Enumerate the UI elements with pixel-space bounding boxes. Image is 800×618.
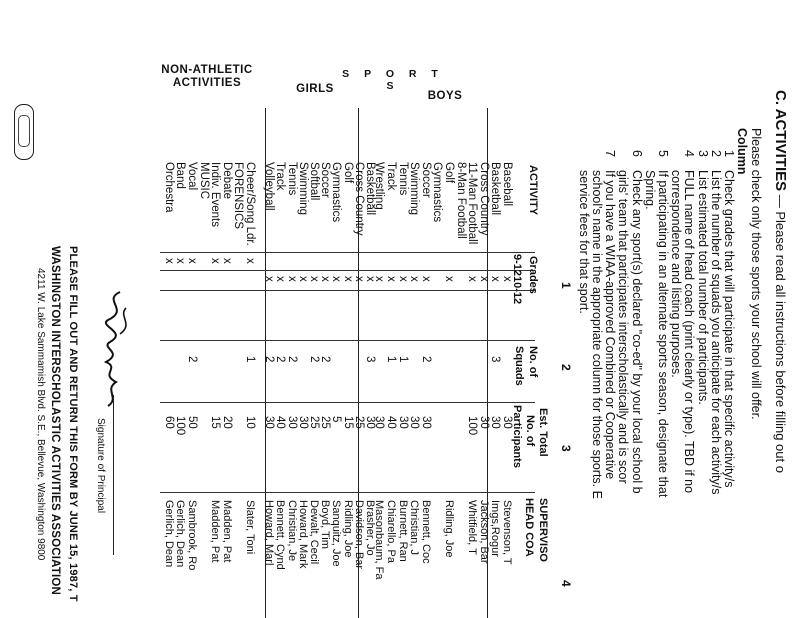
coach-name: Whitfield, T xyxy=(466,500,479,555)
girls-label: GIRLS xyxy=(296,83,334,95)
grades-912-header: 9-12 xyxy=(511,254,523,277)
coach-name: Christian, J xyxy=(408,500,421,556)
participants-value: 30 xyxy=(285,416,298,429)
grade-1012-mark: x xyxy=(341,276,354,282)
grades-header: Grades xyxy=(527,256,539,294)
signature-label: Signature of Principal xyxy=(95,418,106,514)
squads-value: 1 xyxy=(385,356,397,363)
col-line-4 xyxy=(160,340,535,341)
grade-1012-mark: x xyxy=(419,276,432,282)
squads-value: 1 xyxy=(244,356,256,363)
activity-name: Indiv. Events xyxy=(209,162,222,227)
coach-name: Ridling, Joe xyxy=(443,500,455,558)
participants-value: 15 xyxy=(209,416,222,429)
grade-1012-mark: x xyxy=(501,276,513,282)
squads-value: 2 xyxy=(274,356,287,363)
section-heading xyxy=(773,90,788,473)
instruction-text: Spring. xyxy=(642,170,657,210)
grade-1012-mark: x xyxy=(373,276,386,282)
activity-name: Basketball xyxy=(489,162,502,216)
activity-name: Debate xyxy=(220,162,233,200)
activity-name: Soccer xyxy=(319,162,332,198)
participants-value: 10 xyxy=(244,416,256,429)
participants-value: 100 xyxy=(466,416,479,436)
participants-value: 30 xyxy=(396,416,409,429)
instruction-number: 1 xyxy=(722,150,736,157)
coach-name: Howard, Mark xyxy=(296,500,309,569)
grade-912-mark: x xyxy=(244,258,256,264)
col-number-4: 4 xyxy=(559,580,573,587)
participants-value: 50 xyxy=(186,416,198,429)
coach-name: Ridling, Joe xyxy=(341,500,354,558)
grade-912-mark: x xyxy=(220,258,233,264)
coach-name: Christian, Je xyxy=(285,500,298,562)
instruction-text: correspondence and listing purposes. xyxy=(669,170,684,378)
grade-1012-mark: x xyxy=(296,276,309,282)
coach-name: Stevenson, T xyxy=(501,500,513,565)
activity-name: Track xyxy=(274,162,287,191)
participants-value: 60 xyxy=(162,416,175,429)
footer-line-2: WASHINGTON INTERSCHOLASTIC ACTIVITIES ASSOCIATION xyxy=(49,246,61,596)
activity-name: Swimming xyxy=(408,162,421,216)
grade-1012-mark: x xyxy=(385,276,397,282)
squads-value: 2 xyxy=(285,356,298,363)
activities-label: ACTIVITIES xyxy=(172,77,242,90)
activity-name: Orchestra xyxy=(162,162,175,213)
activity-name: MUSIC xyxy=(197,162,210,200)
grades-1012-header: 10-12 xyxy=(511,276,523,305)
coach-name: Gerlich, Dean xyxy=(162,500,175,568)
squads-header-2: Squads xyxy=(513,346,525,386)
grade-1012-mark: x xyxy=(308,276,320,282)
activity-name: Golf xyxy=(341,162,354,184)
participants-value: 25 xyxy=(308,416,320,429)
col-line-6 xyxy=(160,492,535,493)
activity-name: Swimming xyxy=(296,162,309,216)
participants-value: 25 xyxy=(352,416,365,429)
grade-1012-mark: x xyxy=(352,276,365,282)
grade-1012-mark: x xyxy=(364,276,376,282)
participants-value: 20 xyxy=(220,416,233,429)
coach-name: Imgs,Rogur xyxy=(489,500,502,557)
grade-1012-mark: x xyxy=(285,276,298,282)
coach-name: Howard, Marl xyxy=(263,500,276,566)
wiaa-logo-icon xyxy=(14,104,34,160)
activity-name: Tennis xyxy=(285,162,298,196)
activity-name: 11-Man Football xyxy=(466,162,479,245)
participants-value: 30 xyxy=(419,416,432,429)
activity-name: Track xyxy=(385,162,397,191)
grade-1012-mark: x xyxy=(330,276,343,282)
activity-name: Baseball xyxy=(501,162,513,207)
instruction-number: 7 xyxy=(603,150,618,157)
squads-value: 3 xyxy=(364,356,376,363)
instruction-text: FULL name of head coach (print clearly or type). TBD if no xyxy=(682,170,697,494)
instruction-text: List estimated total number of participants. xyxy=(695,170,710,405)
participants-value: 5 xyxy=(330,416,343,423)
grade-1012-mark: x xyxy=(408,276,421,282)
instruction-number: 4 xyxy=(682,150,697,157)
instruction-text: girls' team that participates interscholastically and is scor xyxy=(616,170,631,484)
participants-value: 40 xyxy=(274,416,287,429)
coach-name: Davidson, Bar xyxy=(352,500,365,570)
activity-name: Gymnastics xyxy=(431,162,444,223)
participants-header-1: Est. Total xyxy=(537,408,549,457)
grade-1012-mark: x xyxy=(263,276,276,282)
grade-1012-mark: x xyxy=(466,276,479,282)
coach-name: Dewalt, Cecil xyxy=(308,500,320,565)
activity-name: Cheer/Song Ldr. xyxy=(244,162,256,246)
coach-name: Gerlich, Dean xyxy=(174,500,187,568)
instruction-text: List the number of squads you anticipate for each activity/s xyxy=(708,170,723,495)
activity-name: FORENSICS xyxy=(232,162,245,230)
participants-header-3: Participants xyxy=(511,405,523,468)
coach-name: Madden, Pat xyxy=(209,500,222,563)
col-number-3: 3 xyxy=(559,445,573,452)
participants-value: 30 xyxy=(263,416,276,429)
coach-name: Chiarello, Pa xyxy=(385,500,397,563)
activity-name: Volleyball xyxy=(263,162,276,211)
section-title-rest: — Please read all instructions before filling out o xyxy=(773,191,788,473)
activity-name: Vocal xyxy=(186,162,198,191)
coach-name: Bennett, Coc xyxy=(419,500,432,564)
sports-label: S P O R T S xyxy=(342,68,444,93)
col-line-2 xyxy=(160,270,535,271)
activity-name: Cross Country xyxy=(352,162,365,236)
participants-value: 30 xyxy=(489,416,502,429)
participants-header-2: No. of xyxy=(524,415,536,447)
instruction-text: If you have a WIAA-approved Combined or Cooperative xyxy=(603,170,618,480)
column-label: Column xyxy=(735,128,749,175)
grade-1012-mark: x xyxy=(396,276,409,282)
participants-value: 40 xyxy=(385,416,397,429)
squads-value: 2 xyxy=(263,356,276,363)
activity-name: Gymnastics xyxy=(330,162,343,223)
participants-value: 100 xyxy=(174,416,187,436)
participants-value: 30 xyxy=(477,416,490,429)
coach-name: Bennett, Cynd xyxy=(274,500,287,570)
participants-value: 25 xyxy=(319,416,332,429)
coach-header-1: SUPERVISO xyxy=(537,498,549,562)
nonathletic-group-label xyxy=(152,64,262,90)
section-letter: C. xyxy=(772,90,789,105)
col-line-5 xyxy=(160,402,535,403)
grade-1012-mark: x xyxy=(274,276,287,282)
col-line-3 xyxy=(160,290,535,291)
participants-value: 30 xyxy=(373,416,386,429)
coach-name: Boyd, Tim xyxy=(319,500,332,549)
grade-1012-mark: x xyxy=(443,276,455,282)
signature-image xyxy=(90,290,142,410)
instruction-text: service fees for that sport. xyxy=(576,170,591,314)
signature-line xyxy=(113,395,114,555)
activity-name: Wrestling xyxy=(373,162,386,210)
activity-name: Soccer xyxy=(419,162,432,198)
activity-name: Band xyxy=(174,162,187,189)
coach-name: Madden, Pat xyxy=(220,500,233,563)
participants-value: 15 xyxy=(341,416,354,429)
coach-header-2: HEAD COA xyxy=(523,498,535,557)
participants-value: 30 xyxy=(296,416,309,429)
participants-value: 30 xyxy=(501,416,513,429)
squads-value: 2 xyxy=(186,356,198,363)
coach-name: Masonbaum, Fa xyxy=(373,500,386,580)
grade-912-mark: x xyxy=(209,258,222,264)
grade-1012-mark: x xyxy=(319,276,332,282)
col-number-1: 1 xyxy=(559,282,573,289)
grade-912-mark: x xyxy=(162,258,175,264)
coach-name: Sambrook, Ro xyxy=(186,500,198,571)
squads-value: 2 xyxy=(319,356,332,363)
instruction-number: 6 xyxy=(629,150,644,157)
instruction-text: If participating in an alternate sports season, designate that xyxy=(656,170,670,498)
activity-name: Tennis xyxy=(396,162,409,196)
section-subtitle: Please check only those sports your school will offer. xyxy=(749,128,763,420)
squads-value: 3 xyxy=(489,356,502,363)
instruction-text: Check grades that will participate in that specific activity/s xyxy=(722,170,736,488)
grade-1012-mark: x xyxy=(489,276,502,282)
instruction-number: 5 xyxy=(656,150,670,157)
coach-name: Sanquitz, Joe xyxy=(330,500,343,567)
section-title: ACTIVITIES xyxy=(772,108,789,192)
instruction-number: 3 xyxy=(695,150,710,157)
col-number-2: 2 xyxy=(559,364,573,371)
activity-name: Softball xyxy=(308,162,320,201)
activity-name: Basketball xyxy=(364,162,376,216)
col-line-1 xyxy=(160,252,535,253)
grade-912-mark: x xyxy=(174,258,187,264)
footer-line-3: 4211 W. Lake Sammamish Blvd. S.E., Bellevue, Washington 9800 xyxy=(35,268,46,561)
activity-name: Cross Country xyxy=(477,162,490,236)
footer-line-1: PLEASE FILL OUT AND RETURN THIS FORM BY JUNE 15, 1987, T xyxy=(67,246,79,602)
instruction-number: 2 xyxy=(708,150,723,157)
coach-name: Slater, Toni xyxy=(244,500,256,555)
squads-value: 2 xyxy=(308,356,320,363)
nonathletic-label: NON-ATHLETIC xyxy=(161,64,253,76)
boys-label: BOYS xyxy=(427,90,463,102)
squads-value: 1 xyxy=(396,356,409,363)
activity-name: Golf xyxy=(443,162,455,184)
coach-name: Brasher, Jo xyxy=(364,500,376,556)
squads-header-1: No. of xyxy=(527,346,539,378)
activity-header: ACTIVITY xyxy=(527,165,539,216)
grade-1012-mark: x xyxy=(477,276,490,282)
activity-name: 8-Man Football xyxy=(454,162,467,239)
squads-value: 2 xyxy=(419,356,432,363)
instruction-text: Check any sport(s) declared "co-ed" by your local school b xyxy=(629,170,644,494)
coach-name: Jackson, Bar xyxy=(477,500,490,564)
participants-value: 30 xyxy=(408,416,421,429)
grade-912-mark: x xyxy=(186,258,198,264)
coach-name: Burnett, Ran xyxy=(396,500,409,562)
participants-value: 30 xyxy=(364,416,376,429)
instruction-text: school's name in the appropriate column for those sports. E xyxy=(590,170,604,499)
